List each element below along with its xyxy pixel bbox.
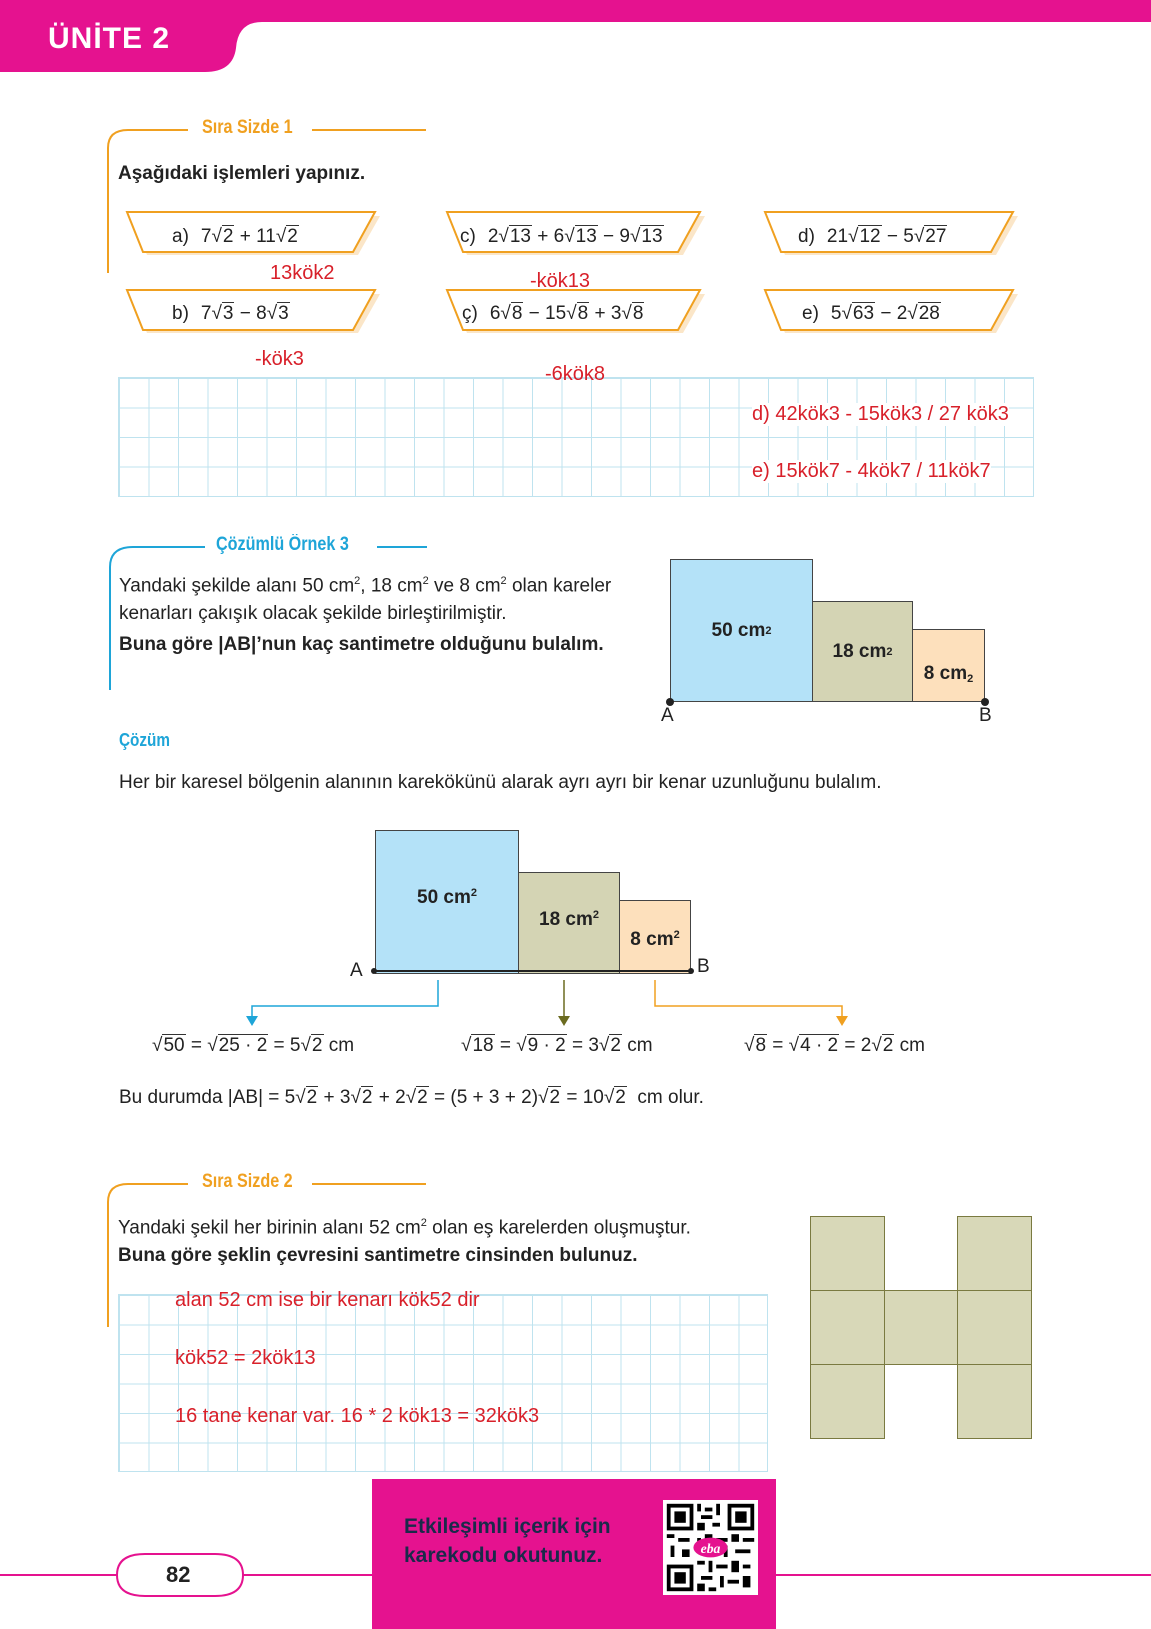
answer-d: d) 42kök3 - 15kök3 / 27 kök3	[752, 403, 1009, 425]
exercise-d: d) 21√12 − 5√27	[798, 226, 947, 247]
eba-logo: eba	[700, 1541, 721, 1557]
answer-b: -kök3	[255, 348, 304, 370]
h-square-6	[810, 1364, 885, 1439]
answer-cc: -6kök8	[545, 363, 606, 385]
point-a-label: A	[661, 705, 674, 726]
cozum-conclusion: Bu durumda |AB| = 5√2 + 3√2 + 2√2 = (5 + 3 + 2)√2 = 10√2 cm olur.	[119, 1087, 704, 1108]
unit-label: ÜNİTE 2	[48, 22, 171, 55]
answer-2-line2: kök52 = 2kök13	[175, 1347, 316, 1369]
exercise-b: b) 7√3 − 8√3	[172, 303, 289, 324]
point-b-dot-solution	[688, 968, 694, 974]
h-square-5	[957, 1290, 1032, 1365]
answer-a: 13kök2	[270, 262, 335, 284]
h-square-4	[884, 1290, 958, 1365]
cozum-text: Her bir karesel bölgenin alanının karekökünü alarak ayrı ayrı bir kenar uzunluğunu bulalım.	[119, 772, 882, 793]
ornek-3-line3: Buna göre |AB|’nun kaç santimetre olduğunu bulalım.	[119, 634, 604, 655]
answer-2-line1: alan 52 cm ise bir kenarı kök52 dir	[175, 1289, 480, 1311]
exercise-e: e) 5√63 − 2√28	[802, 303, 940, 324]
sira-sizde-1-title: Sıra Sizde 1	[202, 117, 293, 138]
point-a-label-solution: A	[350, 960, 363, 981]
sira-sizde-2-title: Sıra Sizde 2	[202, 1171, 293, 1192]
square-8: 8 cm $_2$	[912, 629, 985, 702]
sira-sizde-1-instruction: Aşağıdaki işlemleri yapınız.	[118, 163, 366, 184]
page-number: 82	[166, 1562, 191, 1587]
sqrt50-step: √50 = √25 · 2 = 5√2 cm	[152, 1035, 355, 1056]
point-b-label: B	[979, 705, 992, 726]
square-18: 18 cm 2	[812, 601, 913, 702]
square-18-solution: 18 cm $^2$	[518, 872, 620, 974]
h-square-2	[957, 1216, 1032, 1291]
arrows	[230, 976, 870, 1026]
exercise-cc: ç) 6√8 − 15√8 + 3√8	[462, 303, 644, 324]
exercise-a: a) 7√2 + 11√2	[172, 226, 298, 247]
square-50-solution: 50 cm $^2$	[375, 830, 519, 974]
qr-code-icon[interactable]	[663, 1500, 758, 1595]
ab-segment	[374, 970, 692, 972]
sira-sizde-2-line2: Buna göre şeklin çevresini santimetre cinsinden bulunuz.	[118, 1245, 638, 1266]
answer-c: -kök13	[530, 270, 591, 292]
square-50: 50 cm 2	[670, 559, 813, 702]
sira-sizde-2-line1: Yandaki şekil her birinin alanı 52 $cm^2$ olan eş karelerden oluşmuştur.	[118, 1217, 691, 1239]
square-8-solution: 8 cm $^2$	[619, 900, 691, 974]
answer-2-line3: 16 tane kenar var. 16 * 2 kök13 = 32kök3	[175, 1405, 540, 1427]
sqrt8-step: √8 = √4 · 2 = 2√2 cm	[744, 1035, 925, 1056]
ornek-3-line1: Yandaki şekilde alanı 50 $cm^2$, 18 $cm^2$ ve 8 $cm^2$ olan kareler	[119, 575, 612, 597]
point-a-dot-solution	[371, 968, 377, 974]
exercise-c: c) 2√13 + 6√13 − 9√13	[460, 226, 663, 247]
qr-text-2: karekodu okutunuz.	[404, 1544, 603, 1567]
qr-text-1: Etkileşimli içerik için	[404, 1515, 611, 1538]
h-square-7	[957, 1364, 1032, 1439]
sqrt18-step: √18 = √9 · 2 = 3√2 cm	[461, 1035, 653, 1056]
cozum-title: Çözüm	[119, 730, 170, 750]
ornek-3-title: Çözümlü Örnek 3	[216, 534, 349, 555]
h-square-3	[810, 1290, 885, 1365]
answer-grid-2[interactable]	[118, 1294, 768, 1472]
point-b-label-solution: B	[697, 956, 710, 977]
ornek-3-line2: kenarları çakışık olacak şekilde birleştirilmiştir.	[119, 603, 507, 624]
answer-e: e) 15kök7 - 4kök7 / 11kök7	[752, 460, 991, 482]
h-square-1	[810, 1216, 885, 1291]
